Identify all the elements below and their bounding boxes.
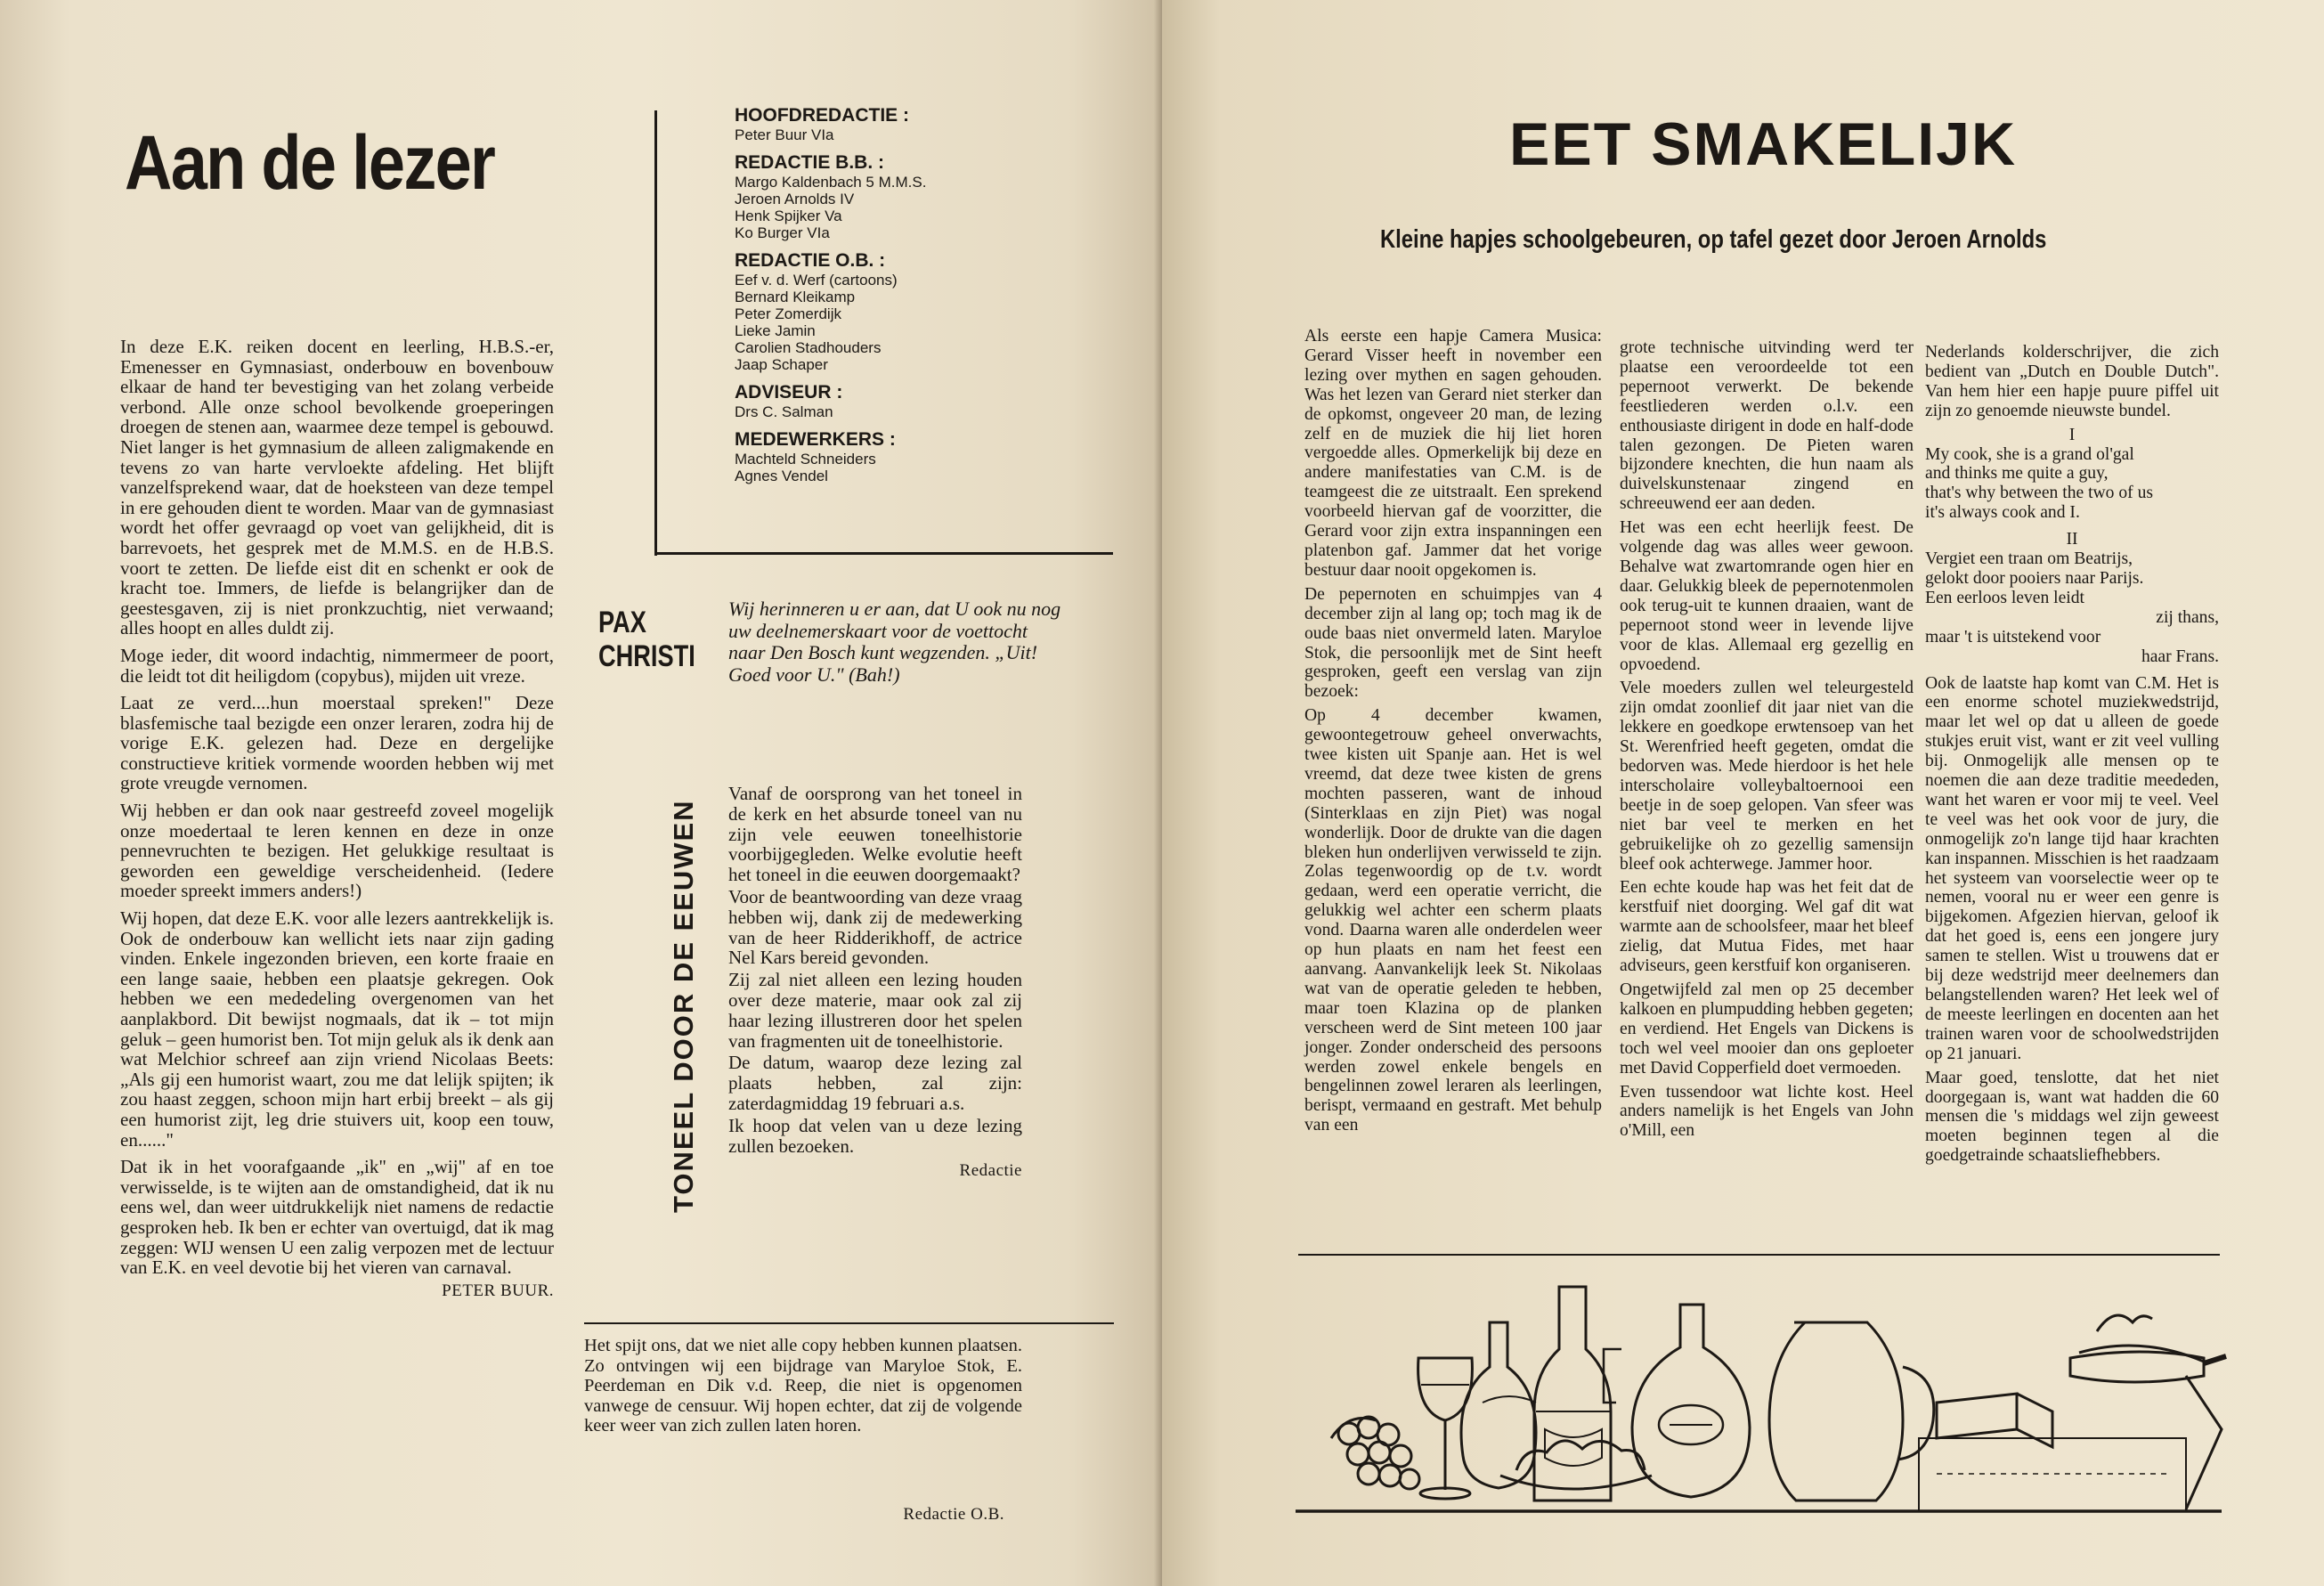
poem-2-number: II [2066, 530, 2078, 549]
editorial-paragraph: Dat ik in het voorafgaande „ik" en „wij" af en toe verwisselde, is te wijten aan de omstandigheid, dat ik nu eens wel, dan weer uitdrukkelijk niet namens de redactie gesproken heb. Ik ben er echter van overtuigd, dat ik mag zeggen: WIJ wensen U een zalig verpozen met de lectuur van E.K. en veel devotie bij het vieren van carnaval. [120, 1156, 554, 1279]
credits-heading: MEDEWERKERS : [735, 429, 896, 450]
notice-signature: Redactie O.B. [903, 1505, 1004, 1524]
toneel-paragraph: De datum, waarop deze lezing zal plaats hebben, zal zijn: zaterdagmiddag 19 februari a.s. [728, 1052, 1022, 1114]
editorial-paragraph: Laat ze verd....hun moerstaal spreken!" Deze blasfemische taal bezigde een onzer leraren, zodra hij de vorige E.K. gelezen had. Deze en dergelijke constructieve kritiek vormende woorden hebben wij met grote vreugde vernomen. [120, 692, 554, 794]
editorial-column [120, 337, 554, 1301]
poem-line: Vergiet een traan om Beatrijs, [1925, 549, 2133, 569]
food-table-illustration [1296, 1269, 2231, 1523]
credits-name: Ko Burger VIa [735, 224, 830, 241]
poem-1 [1925, 445, 2219, 524]
eet-smakelijk-title: EET SMAKELIJK [1509, 110, 2018, 178]
toneel-paragraph: Zij zal niet alleen een lezing houden over deze materie, maar ook zal zij haar lezing illustreren door het spelen van fragmenten uit de toneelhistorie. [728, 969, 1022, 1052]
eet-smakelijk-subtitle: Kleine hapjes schoolgebeuren, op tafel gezet door Jeroen Arnolds [1380, 225, 2047, 254]
column-3-paragraph: Ook de laatste hap komt van C.M. Het is een enorme schotel muziekwedstrijd, maar let wel op dat u alleen de goede stukjes eruit vist, want er zit veel vulling bij. Onmogelijk alle mensen op te noemen die aan deze traditie meededen, want het waren er voor mij te veel. Veel te veel was het ook voor de jury, die onmogelijk zo'n lange tijd haar krachten kan inspannen. Misschien is het raadzaam het systeem van voorselectie weer op te nemen, vooral nu er weer een genre is bijgekomen. Afgezien hiervan, geloof ik dat het goed is, eens een jongere jury samen te stellen. Wist u trouwens dat er bij deze wedstrijd meer deelnemers dan belangstellenden waren? Het leek wel of de meeste leerlingen en docenten aan het trainen waren voor de schoolwedstrijden op 21 januari. [1925, 673, 2219, 1063]
column-2-paragraph: Ongetwijfeld zal men op 25 december kalkoen en plumpudding hebben gegeten; en verdiend. Het Engels van Dickens is toch wel veel mooier dan ons geploeter met David Copperfield doet vermoeden. [1620, 980, 1914, 1078]
tablecloth-icon [1919, 1376, 2222, 1511]
pan-icon [2070, 1315, 2226, 1382]
bottle-icon [1534, 1287, 1611, 1501]
column-2-paragraph: Vele moeders zullen wel teleurgesteld zijn omdat zoonlief dit jaar niet van die lekkere en goedkope erwtensoep van het St. Werenfried heeft gegeten, omdat die bedorven was. Mede hierdoor is het hele interscholaire volleybaltoernooi een beetje in de soep gelopen. Van sfeer was niet bar veel te merken en het gebruikelijke oh zo gezellig samensijn bleef ook achterwege. Jammer hoor. [1620, 679, 1914, 874]
right-page [1162, 0, 2324, 1586]
pax-christi-title [598, 606, 698, 673]
credits-name: Jeroen Arnolds IV [735, 191, 855, 207]
notice-top-rule [584, 1322, 1114, 1324]
poem-line: haar Frans. [2141, 647, 2219, 666]
poem-line: maar 't is uitstekend voor [1925, 627, 2101, 647]
credits-name: Peter Buur VIa [735, 126, 834, 143]
column-2-paragraph: Even tussendoor wat lichte kost. Heel anders namelijk is het Engels van John o'Mill, een [1620, 1082, 1914, 1141]
poem-line: and thinks me quite a guy, [1925, 464, 2109, 484]
column-3 [1925, 343, 2219, 1170]
column-3-intro: Nederlands kolderschrijver, die zich bedient van „Dutch en Double Dutch". Van hem hier een hapje puure piffel uit zijn zo genoemde nieuwste bundel. [1925, 343, 2219, 420]
column-2-paragraph: grote technische uitvinding werd ter plaatse een veroordeelde tot een pepernoot verwerkt. De bekende feestliederen werden o.l.v. een enthousiaste dirigent in dode en half-dode talen gezongen. De Pieten waren bijzondere knechten, die hun naam als duivelskunstenaar zingend en schreeuwend eer aan deden. [1620, 338, 1914, 514]
column-1-paragraph: Op 4 december kwamen, gewoontegetrouw geheel onverwachts, twee kisten uit Spanje aan. Het is wel vreemd, dat deze twee kisten de grens mochten passeren, want de inhoud (Sinterklaas en zijn Piet) was nogal wonderlijk. Door de drukte van die dagen bleken hun onderlijven verwisseld te zijn. Zolas tegenwoordig op de t.v. wordt gedaan, werd een operatie verricht, die gelukkig wel achter een scherm plaats vond. Daarna waren alle onderdelen weer op hun plaats en nam het feest een aanvang. Aanvankelijk leek St. Nikolaas wat van de operatie geleden te hebben, maar toen Klazina op de planken verscheen werd de Sint meteen 100 jaar jonger. Zonder onderscheid des persoons werden zowel enkele bengels en bengelinnen zowel leraren als leerlingen, berispt, vermaand en gestraft. Met behulp van een [1304, 706, 1602, 1135]
toneel-paragraph: Ik hoop dat velen van u deze lezing zullen bezoeken. [728, 1114, 1022, 1157]
jug-icon [1769, 1322, 1934, 1501]
editorial-signature: PETER BUUR. [442, 1281, 554, 1300]
toneel-vertical-title: TONEEL DOOR DE EEUWEN [668, 799, 699, 1213]
column-2-paragraph: Het was een echt heerlijk feest. De volgende dag was alles weer gewoon. Behalve wat zwartomrande ogen hier en daar. Gelukkig bleek de pepernotenmolen ook terug-uit te kunnen draaien, want de pepernoot stond weer in levende lijve voor de klas. Allemaal erg gezellig en opvoedend. [1620, 518, 1914, 674]
flask-icon [1604, 1305, 1750, 1497]
poem-1-number: I [2068, 425, 2076, 444]
editorial-title: Aan de lezer [125, 120, 495, 206]
column-2-paragraph: Een echte koude hap was het feit dat de kerstfuif niet doorging. Wel gaf dit wat warmte aan de schoolsfeer, maar het bleef zielig, dat Mutua Fides, met haar adviseurs, geen kerstfuif kon organiseren. [1620, 878, 1914, 976]
credits-heading: REDACTIE B.B. : [735, 152, 884, 173]
toneel-column [728, 784, 1022, 1182]
credits-name: Lieke Jamin [735, 322, 816, 339]
grapes-icon [1331, 1417, 1419, 1489]
poem-line: gelokt door pooiers naar Parijs. [1925, 568, 2144, 588]
credits-heading: HOOFDREDACTIE : [735, 105, 909, 126]
illustration-top-rule [1298, 1254, 2220, 1256]
toneel-paragraph: Vanaf de oorsprong van het toneel in de kerk en het absurde toneel van nu zijn vele eeuwen toneelhistorie voorbijgegleden. Welke evolutie heeft het toneel in die eeuwen doorgemaakt? [728, 783, 1022, 886]
pax-christi-text: Wij herinneren u er aan, dat U ook nu nog uw deelnemerskaart voor de voettocht naar Den Bosch kunt wegzenden. „Uit! Goed voor U." (Bah!) [728, 598, 1061, 686]
editorial-paragraph: In deze E.K. reiken docent en leerling, H.B.S.-er, Emenesser en Gymnasiast, onderbouw en bovenbouw elkaar de hand ter bevestiging van het zolang verbeide verbond. Alle onze school bevolkende groeperingen droegen de stenen aan, waarmee deze tempel is gebouwd. Niet langer is het gymnasium de alleen zaligmakende en tevens zo van harte vervloekte afdeling. Het blijft vanzelfsprekend waar, dat de hoeksteen van deze tempel in ere gehouden dient te worden. Maar van de gymnasiast wordt het offer gevraagd op voet van gelijkheid, dit is barrevoets, het gesprek met de M.M.S. en de H.B.S. voort te zetten. De liefde eist dit en schenkt er ook de kracht toe. Immers, de liefde is belangrijker dan de geestesgaven, zij is niet pronkzuchtig, niet verwaand; alles hoopt en alles duldt zij. [120, 336, 554, 639]
credits-name: Drs C. Salman [735, 403, 833, 420]
poem-line: My cook, she is a grand ol'gal [1925, 444, 2134, 464]
carafe-icon [1461, 1322, 1536, 1488]
column-1-paragraph: Als eerste een hapje Camera Musica: Gerard Visser heeft in november een lezing over mythen en sagen gehouden. Was het lezen van Gerard niet sterker dan de opkomst, ongeveer 20 man, de lezing zelf en de muziek die hij liet horen vergoedde alles. Opmerkelijk bij deze en andere manifestaties van C.M. is de teamgeest die ze uitstraalt. Een sprekend voorbeeld hiervan gaf de voorzitter, die Gerard voor zijn extra inspanningen een platenbon gaf. Jammer dat het vorige bestuur daar nooit opgekomen is. [1304, 327, 1602, 580]
credits-name: Carolien Stadhouders [735, 339, 882, 356]
credits-name: Peter Zomerdijk [735, 305, 841, 322]
editorial-paragraph: Moge ieder, dit woord indachtig, nimmermeer de poort, die leidt tot dit heiligdom (copybus), mijden uit vreze. [120, 644, 554, 687]
credits-bottom-rule [654, 552, 1113, 555]
poem-line: zij thans, [2156, 607, 2219, 627]
toneel-paragraph: Voor de beantwoording van deze vraag hebben wij, dank zij de medewerking van de heer Ridderikhoff, de actrice Nel Kars bereid gevonden. [728, 885, 1022, 969]
poem-line: that's why between the two of us [1925, 484, 2154, 503]
pax-title-line2: CHRISTI [598, 639, 695, 673]
notice-text: Het spijt ons, dat we niet alle copy hebben kunnen plaatsen. Zo ontvingen wij een bijdrage van Maryloe Stok, E. Peerdeman en Dik v.d. Reep, die niet is opgenomen vanwege de censuur. Wij hopen echter, dat zij de volgende keer weer van zich zullen laten horen. [584, 1336, 1022, 1436]
credits-box [735, 96, 1109, 484]
column-1 [1304, 327, 1602, 1140]
pax-title-line1: PAX [598, 606, 646, 639]
wine-glass-icon [1418, 1358, 1473, 1499]
credits-left-rule [654, 110, 657, 556]
credits-name: Bernard Kleikamp [735, 289, 856, 305]
poem-line: Een eerloos leven leidt [1925, 588, 2084, 607]
credits-name: Agnes Vendel [735, 468, 828, 484]
column-3-paragraph: Maar goed, tenslotte, dat het niet doorgegaan is, want wat hadden die 60 mensen die 's middags wel zijn geweest moeten beginnen tegen al die goedgetrainde schaatsliefhebbers. [1925, 1068, 2219, 1166]
editorial-paragraph: Wij hopen, dat deze E.K. voor alle lezers aantrekkelijk is. Ook de onderbouw kan wellicht iets naar zijn gading vinden. Enkele ingezonden brieven, een korte fraaie en een lange saaie, hebben een plaatsje gekregen. Ook hebben we een mededeling overgenomen van het aanplakbord. Dit bewijst nogmaals, dat ik – tot mijn geluk – geen humorist ben. Tot mijn geluk als ik denk aan wat Melchior schreef aan zijn vriend Nicolaas Beets: „Als gij een humorist waart, zou me dat lelijk spijten; ik zou haast zeggen, schoon mijn hart erbij breekt – als gij een humorist zijt, leg drie stuivers uit, koop een touw, en......" [120, 907, 554, 1151]
credits-heading: REDACTIE O.B. : [735, 250, 886, 271]
credits-name: Machteld Schneiders [735, 451, 876, 468]
credits-name: Henk Spijker Va [735, 207, 842, 224]
editorial-paragraph: Wij hebben er dan ook naar gestreefd zoveel mogelijk onze moedertaal te leren kennen en deze in onze pennevruchten te bezigen. Het gelukkige resultaat is geworden een geweldige verscheidenheid. (Iedere moeder spreekt immers anders!) [120, 800, 554, 902]
credits-name: Jaap Schaper [735, 356, 828, 373]
credits-heading: ADVISEUR : [735, 382, 843, 403]
toneel-signature: Redactie [959, 1161, 1022, 1181]
column-2 [1620, 338, 1914, 1145]
credits-name: Margo Kaldenbach 5 M.M.S. [735, 174, 927, 191]
credits-name: Eef v. d. Werf (cartoons) [735, 272, 898, 289]
poem-line: it's always cook and I. [1925, 503, 2080, 523]
column-1-paragraph: De pepernoten en schuimpjes van 4 december zijn al lang op; toch mag ik de oude baas niet onvermeld laten. Maryloe Stok, die persoonlijk met de Sint heeft gesproken, geeft een verslag van zijn bezoek: [1304, 584, 1602, 702]
poem-2 [1925, 549, 2219, 666]
